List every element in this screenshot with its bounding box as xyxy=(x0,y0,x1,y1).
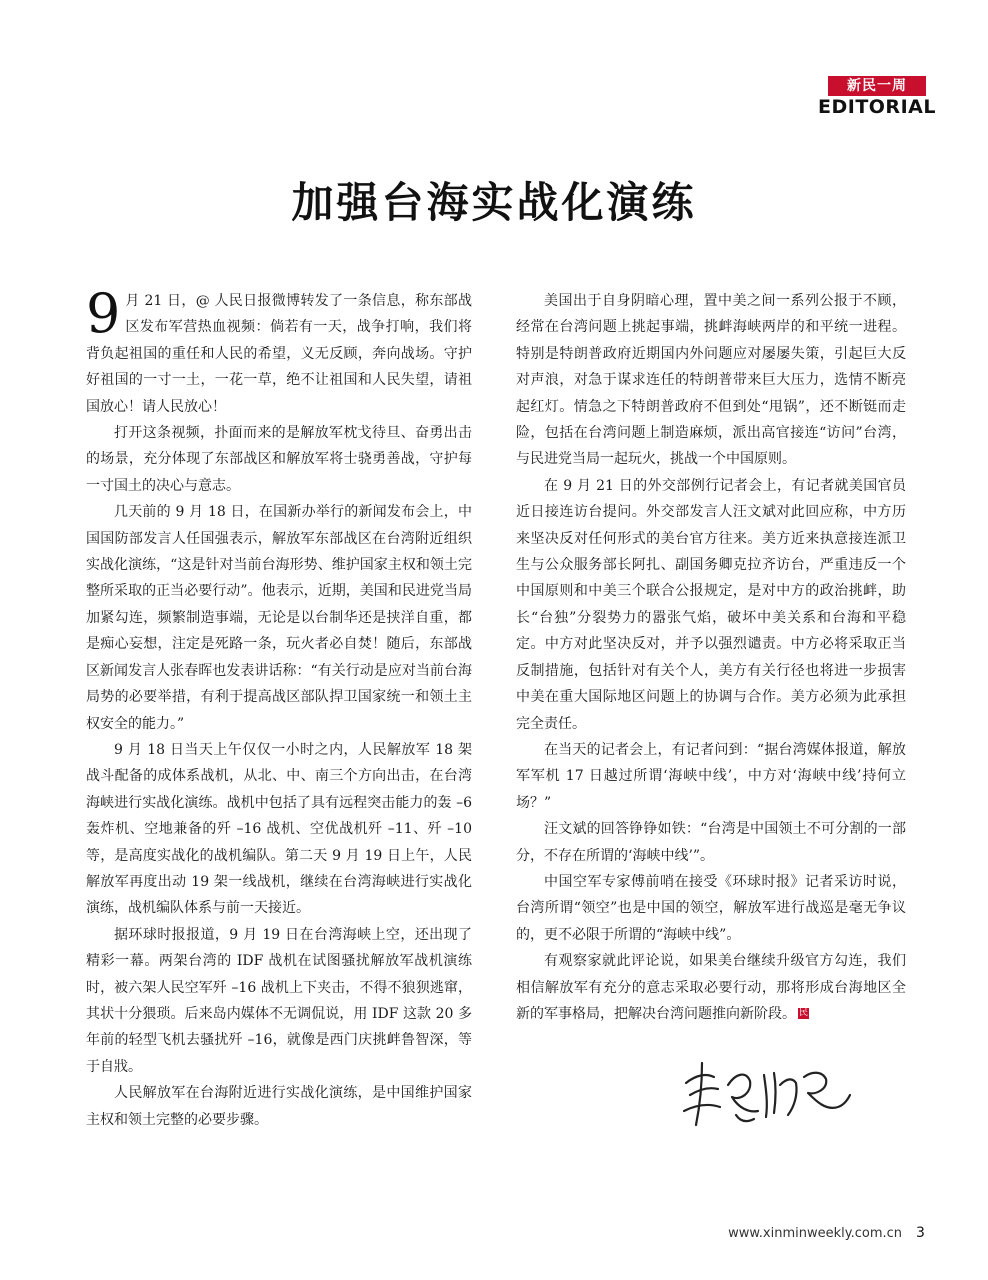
drop-cap: 9 xyxy=(86,282,121,345)
masthead-label: EDITORIAL xyxy=(818,96,936,118)
body-paragraph: 中国空军专家傅前哨在接受《环球时报》记者采访时说，台湾所谓“领空”也是中国的领空，解放军进行战巡是毫无争议的，更不必限于所谓的“海峡中线”。 xyxy=(516,873,906,943)
body-paragraph: 汪文斌的回答铮铮如铁：“台湾是中国领土不可分割的一部分，不存在所谓的‘海峡中线’”。 xyxy=(516,821,906,864)
lead-paragraph xyxy=(86,282,472,420)
body-paragraph: 美国出于自身阴暗心理，置中美之间一系列公报于不顾，经常在台湾问题上挑起事端，挑衅海峡两岸的和平统一进程。特别是特朗普政府近期国内外问题应对屡屡失策，引起巨大反对声浪，对急于谋求连任的特朗普带来巨大压力，选情不断亮起红灯。情急之下特朗普政府不但到处“甩锅”，还不断铤而走险，包括在台湾问题上制造麻烦，派出高官接连“访问”台湾，与民进党当局一起玩火，挑战一个中国原则。 xyxy=(516,293,906,468)
masthead-badge: 新民一周 xyxy=(828,76,926,96)
author-signature xyxy=(676,1055,856,1135)
closing-paragraph xyxy=(516,948,906,1027)
page-number: 3 xyxy=(916,1225,925,1241)
body-paragraph: 在 9 月 21 日的外交部例行记者会上，有记者就美国官员近日接连访台提问。外交部发言人汪文斌对此回应称，中方历来坚决反对任何形式的美台官方往来。美方近来执意接连派卫生与公众服务部长阿扎、副国务卿克拉齐访台，严重违反一个中国原则和中美三个联合公报规定，是对中方的政治挑衅，助长“台独”分裂势力的嚣张气焰，破坏中美关系和台海和平稳定。中方对此坚决反对，并予以强烈谴责。中方必将采取正当反制措施，包括针对有关个人，美方有关行径也将进一步损害中美在重大国际地区问题上的协调与合作。美方必须为此承担完全责任。 xyxy=(516,477,906,732)
body-paragraph: 在当天的记者会上，有记者问到：“据台湾媒体报道，解放军军机 17 日越过所谓‘海峡中线’，中方对‘海峡中线’持何立场？” xyxy=(516,741,906,811)
body-paragraph: 人民解放军在台海附近进行实战化演练，是中国维护国家主权和领土完整的必要步骤。 xyxy=(86,1085,472,1128)
end-mark-icon: 民 xyxy=(798,1008,808,1019)
left-column xyxy=(86,282,472,1133)
page-title: 加强台海实战化演练 xyxy=(291,178,697,227)
closing-paragraph-text: 有观察家就此评论说，如果美台继续升级官方勾连，我们相信解放军有充分的意志采取必要行动，那将形成台海地区全新的军事格局，把解决台湾问题推向新阶段。 xyxy=(516,953,906,1022)
body-paragraph: 几天前的 9 月 18 日，在国新办举行的新闻发布会上，中国国防部发言人任国强表示，解放军东部战区在台湾附近组织实战化演练，“这是针对当前台海形势、维护国家主权和领土完整所采取的正当必要行动”。他表示，近期，美国和民进党当局加紧勾连，频繁制造事端，无论是以台制华还是挟洋自重，都是痴心妄想，注定是死路一条，玩火者必自焚！随后，东部战区新闻发言人张春晖也发表讲话称：“有关行动是应对当前台海局势的必要举措，有利于提高战区部队捍卫国家统一和领土主权安全的能力。” xyxy=(86,504,472,732)
right-column xyxy=(516,288,906,1027)
body-paragraph: 9 月 18 日当天上午仅仅一小时之内，人民解放军 18 架战斗配备的成体系战机，从北、中、南三个方向出击，在台湾海峡进行实战化演练。战机中包括了具有远程突击能力的轰 –6 轰炸机、空地兼备的歼 –16 战机、空优战机歼 –11、歼 –10 等，是高度实战化的战机编队。第二天 9 月 19 日上午，人民解放军再度出动 19 架一线战机，继续在台湾海峡进行实战化演练，战机编队体系与前一天接近。 xyxy=(86,741,472,917)
body-paragraph: 打开这条视频，扑面而来的是解放军枕戈待旦、奋勇出击的场景，充分体现了东部战区和解放军将士骁勇善战，守护每一寸国土的决心与意志。 xyxy=(86,425,472,494)
lead-paragraph-text: 月 21 日，@ 人民日报微博转发了一条信息，称东部战区发布军营热血视频：倘若有一天，战争打响，我们将背负起祖国的重任和人民的希望，义无反顾，奔向战场。守护好祖国的一寸一土，一花一草，绝不让祖国和人民失望，请祖国放心！请人民放心！ xyxy=(86,293,472,415)
footer-url[interactable]: www.xinminweekly.com.cn xyxy=(728,1226,902,1241)
body-paragraph: 据环球时报报道，9 月 19 日在台湾海峡上空，还出现了精彩一幕。两架台湾的 IDF 战机在试图骚扰解放军战机演练时，被六架人民空军歼 –16 战机上下夹击，不得不狼狈逃窜，其状十分猥琐。后来岛内媒体不无调侃说，用 IDF 这款 20 多年前的轻型飞机去骚扰歼 –16，就像是西门庆挑衅鲁智深，等于自戕。 xyxy=(86,926,472,1075)
